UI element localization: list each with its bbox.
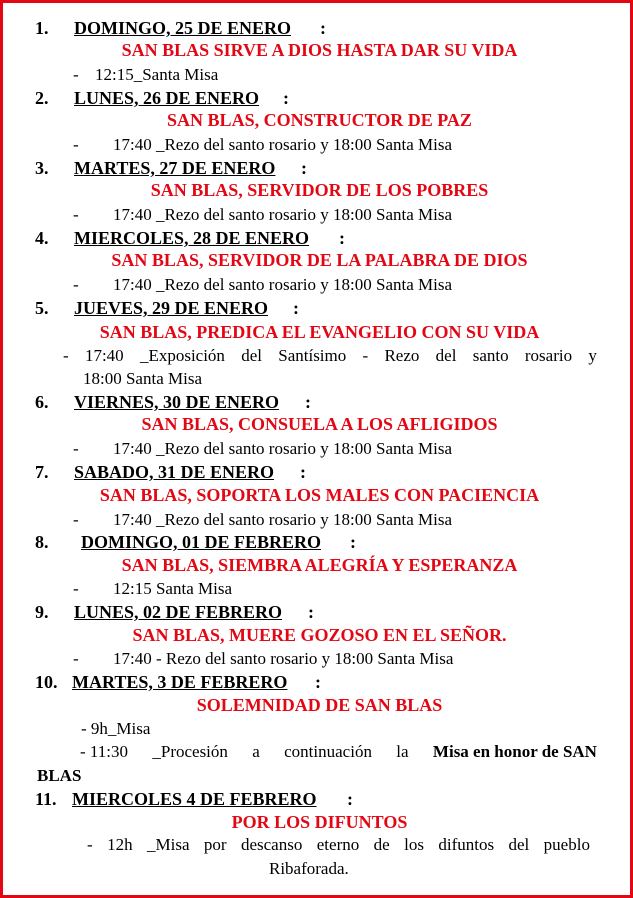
heading-colon: : [300,462,306,482]
day-theme: SOLEMNIDAD DE SAN BLAS [196,695,443,715]
day-date: VIERNES, 30 DE ENERO [74,392,280,412]
schedule-text-justified: - 17:40 _Exposición del Santísimo - Rezo del santo rosario y [63,346,597,365]
item-number: 4. [35,228,49,248]
item-number: 11. [35,789,57,809]
heading-colon: : [350,532,356,552]
item-number: 2. [35,88,49,108]
day-theme: SAN BLAS, SIEMBRA ALEGRÍA Y ESPERANZA [121,555,518,575]
heading-colon: : [347,789,353,809]
highlighted-mass: Misa en honor de SAN [432,742,597,761]
day-date: DOMINGO, 01 DE FEBRERO [81,532,322,552]
schedule-dash: - [73,205,79,224]
schedule-dash: - [73,65,79,84]
day-theme: SAN BLAS, MUERE GOZOSO EN EL SEÑOR. [132,625,507,645]
schedule-dash: - [73,510,79,529]
day-theme: SAN BLAS, SERVIDOR DE LA PALABRA DE DIOS [111,250,528,270]
schedule-dash: - [73,649,79,668]
schedule-dash: - [73,135,79,154]
schedule-text: 12:15_Santa Misa [95,65,219,84]
item-number: 7. [35,462,49,482]
schedule-dash: - [73,579,79,598]
day-date: JUEVES, 29 DE ENERO [74,298,269,318]
item-number: 9. [35,602,49,622]
day-date: DOMINGO, 25 DE ENERO [74,18,292,38]
schedule-text: 17:40 _Rezo del santo rosario y 18:00 Santa Misa [113,439,453,458]
day-theme: SAN BLAS, SERVIDOR DE LOS POBRES [150,180,489,200]
item-number: 10. [35,672,58,692]
heading-colon: : [283,88,289,108]
day-theme: SAN BLAS SIRVE A DIOS HASTA DAR SU VIDA [121,40,518,60]
day-date: MIERCOLES 4 DE FEBRERO [72,789,317,809]
heading-colon: : [320,18,326,38]
schedule-text-justified: - 11:30 _Procesión a continuación la Misa en honor de SAN [80,742,597,761]
day-theme: SAN BLAS, CONSUELA A LOS AFLIGIDOS [141,414,498,434]
item-number: 5. [35,298,49,318]
item-number: 1. [35,18,49,38]
heading-colon: : [293,298,299,318]
day-date: LUNES, 26 DE ENERO [74,88,260,108]
day-date: MIERCOLES, 28 DE ENERO [74,228,310,248]
heading-colon: : [301,158,307,178]
heading-colon: : [308,602,314,622]
schedule-text-justified: - 12h _Misa por descanso eterno de los difuntos del pueblo [87,835,590,854]
schedule-text-continued: 18:00 Santa Misa [83,369,202,388]
day-theme: SAN BLAS, PREDICA EL EVANGELIO CON SU VIDA [99,322,540,342]
day-theme: SAN BLAS, CONSTRUCTOR DE PAZ [167,110,472,130]
schedule-text-continued: BLAS [37,766,82,785]
item-number: 8. [35,532,49,552]
heading-colon: : [339,228,345,248]
heading-colon: : [315,672,321,692]
schedule-text: 17:40 _Rezo del santo rosario y 18:00 Santa Misa [113,135,453,154]
day-theme: SAN BLAS, SOPORTA LOS MALES CON PACIENCIA [99,485,540,505]
schedule-text: - 9h_Misa [81,719,151,738]
heading-colon: : [305,392,311,412]
schedule-text: 17:40 _Rezo del santo rosario y 18:00 Santa Misa [113,205,453,224]
schedule-dash: - [73,275,79,294]
schedule-dash: - [73,439,79,458]
schedule-text: 17:40 _Rezo del santo rosario y 18:00 Santa Misa [113,275,453,294]
day-date: MARTES, 3 DE FEBRERO [72,672,288,692]
item-number: 3. [35,158,49,178]
schedule-text: 12:15 Santa Misa [113,579,232,598]
day-date: SABADO, 31 DE ENERO [74,462,275,482]
schedule-text: 17:40 _Rezo del santo rosario y 18:00 Santa Misa [113,510,453,529]
day-date: MARTES, 27 DE ENERO [74,158,276,178]
day-date: LUNES, 02 DE FEBRERO [74,602,283,622]
schedule-text: 17:40 - Rezo del santo rosario y 18:00 Santa Misa [113,649,454,668]
item-number: 6. [35,392,49,412]
day-theme: POR LOS DIFUNTOS [231,812,408,832]
schedule-text-continued: Ribaforada. [269,859,349,878]
